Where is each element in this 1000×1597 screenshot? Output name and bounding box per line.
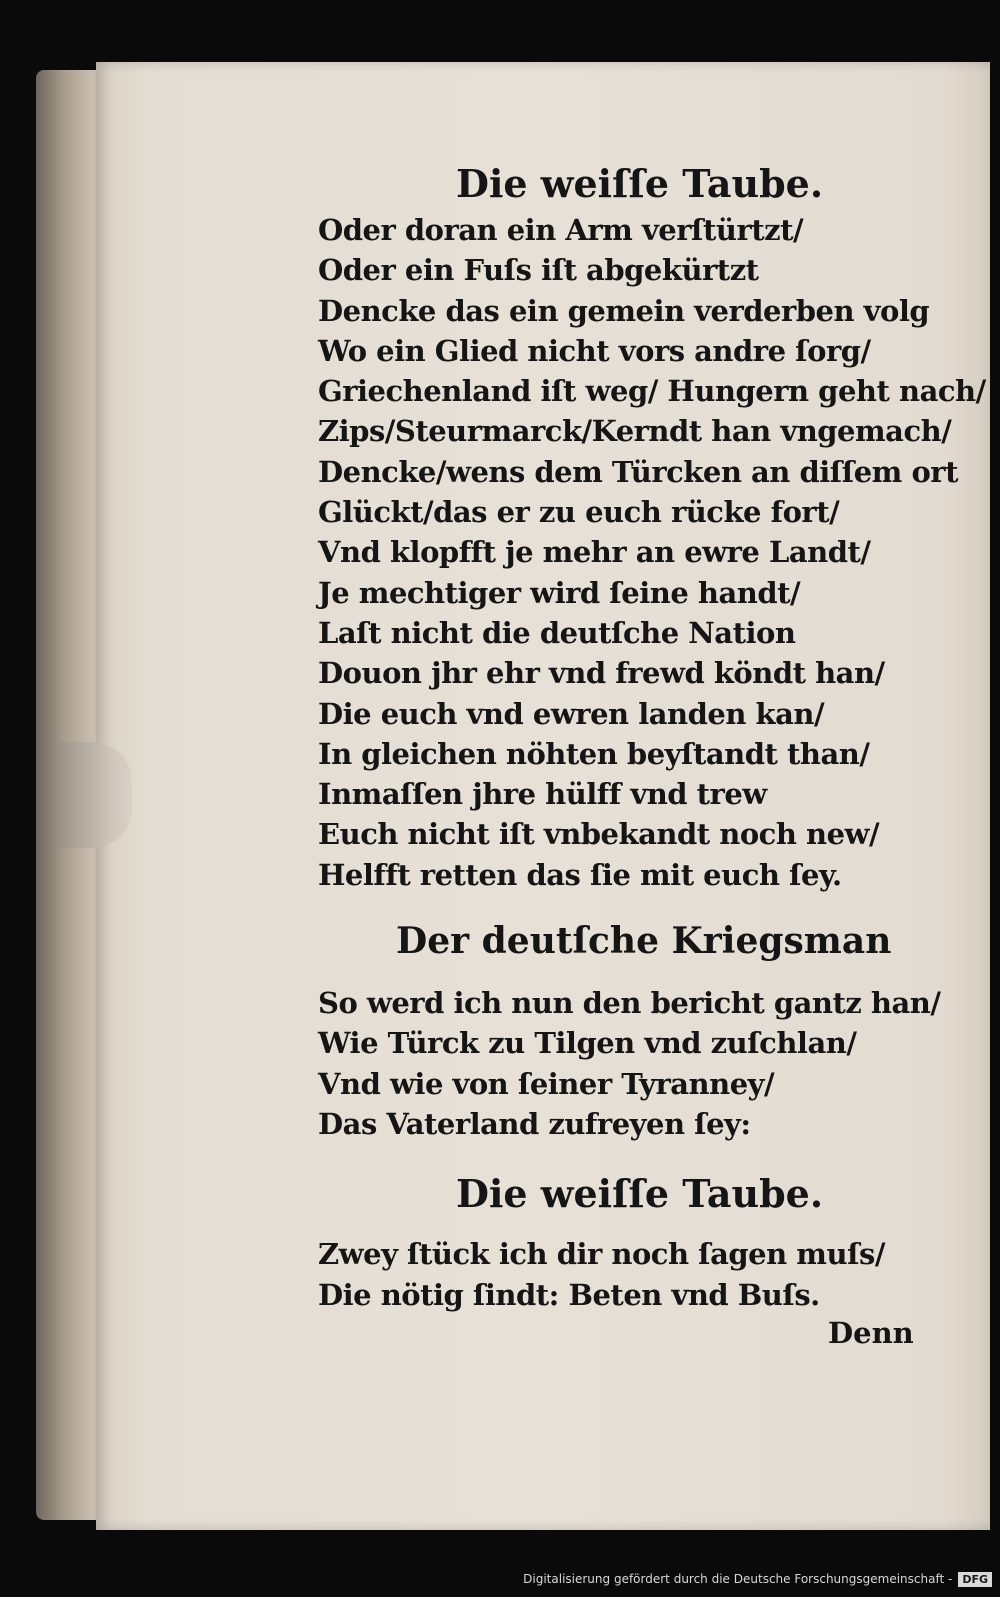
- catchword: Denn: [828, 1316, 914, 1350]
- verse-line: Douon jhr ehr vnd frewd köndt han/: [318, 656, 885, 691]
- verse-line: Die nötig ſindt: Beten vnd Buſs.: [318, 1277, 820, 1312]
- verse-line: Euch nicht iſt vnbekandt noch new/: [318, 817, 880, 852]
- verse-line: Zwey ſtück ich dir noch ſagen muſs/: [318, 1237, 885, 1272]
- speaker-heading: Der deutſche Kriegsman: [396, 920, 892, 963]
- digitization-footer: [523, 1569, 992, 1589]
- verse-line: Vnd klopfft je mehr an ewre Landt/: [318, 535, 871, 570]
- verse-block-3: [318, 1234, 885, 1315]
- dfg-logo-icon: DFG: [958, 1572, 992, 1587]
- verse-line: In gleichen nöhten beyſtandt than/: [318, 736, 870, 771]
- speaker-heading: Die weiſſe Taube.: [456, 1171, 824, 1217]
- verse-line: So werd ich nun den bericht gantz han/: [318, 986, 941, 1021]
- verse-line: Dencke/wens dem Türcken an diſſem ort: [318, 454, 958, 489]
- verse-line: Wie Türck zu Tilgen vnd zuſchlan/: [318, 1026, 857, 1061]
- verse-line: Glückt/das er zu euch rücke fort/: [318, 495, 840, 530]
- verse-line: Je mechtiger wird ſeine handt/: [318, 575, 801, 610]
- verse-line: Vnd wie von ſeiner Tyranney/: [318, 1066, 775, 1101]
- verse-block-1: [318, 210, 986, 895]
- verse-line: Oder ein Fuſs iſt abgekürtzt: [318, 253, 759, 288]
- page-text: [318, 160, 986, 1315]
- verse-line: Griechenland iſt weg/ Hungern geht nach/: [318, 374, 986, 409]
- speaker-heading: Die weiſſe Taube.: [456, 161, 824, 206]
- verse-line: Wo ein Glied nicht vors andre ſorg/: [318, 333, 871, 368]
- verse-line: Laſt nicht die deutſche Nation: [318, 615, 796, 650]
- verse-line: Zips/Steurmarck/Kerndt han vngemach/: [318, 414, 952, 449]
- verse-line: Helfft retten das ſie mit euch ſey.: [318, 857, 842, 892]
- verse-line: Die euch vnd ewren landen kan/: [318, 696, 825, 731]
- verse-line: Dencke das ein gemein verderben volg: [318, 293, 930, 328]
- verse-line: Inmaſſen jhre hülff vnd trew: [318, 777, 767, 812]
- verse-line: Das Vaterland zufreyen ſey:: [318, 1106, 751, 1141]
- verse-block-2: [318, 983, 941, 1144]
- verse-line: Oder doran ein Arm verſtürtzt/: [318, 213, 804, 247]
- page-clip-tab: [60, 742, 132, 848]
- funding-credit: Digitalisierung gefördert durch die Deutsche Forschungsgemeinschaft -: [523, 1572, 953, 1586]
